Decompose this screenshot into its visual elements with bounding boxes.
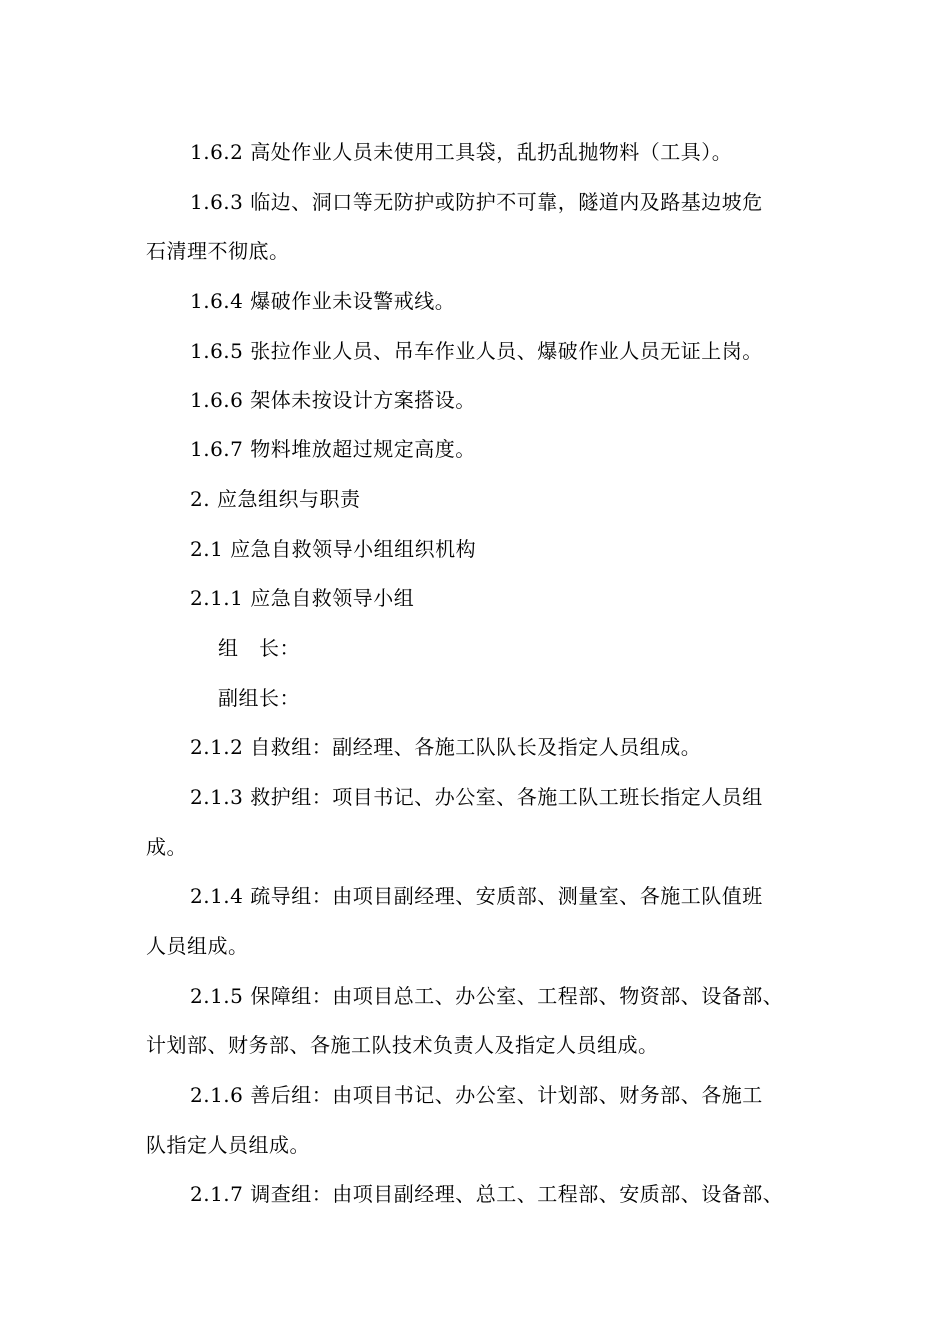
paragraph-2-1-7: 2.1.7 调查组：由项目副经理、总工、工程部、安质部、设备部、: [190, 1182, 784, 1206]
paragraph-1-6-7: 1.6.7 物料堆放超过规定高度。: [190, 437, 476, 461]
paragraph-2-1-6: 2.1.6 善后组：由项目书记、办公室、计划部、财务部、各施工: [190, 1083, 763, 1107]
paragraph-1-6-4: 1.6.4 爆破作业未设警戒线。: [190, 289, 456, 313]
deputy-leader-line: 副组长：: [218, 686, 300, 710]
paragraph-2-1-4-cont: 人员组成。: [146, 934, 249, 958]
heading-2: 2. 应急组织与职责: [190, 487, 361, 511]
paragraph-1-6-3: 1.6.3 临边、洞口等无防护或防护不可靠，隧道内及路基边坡危: [190, 190, 763, 214]
paragraph-2-1-4: 2.1.4 疏导组：由项目副经理、安质部、测量室、各施工队值班: [190, 884, 763, 908]
paragraph-2-1-6-cont: 队指定人员组成。: [146, 1133, 310, 1157]
paragraph-2-1-3-cont: 成。: [146, 835, 187, 859]
heading-2-1-1: 2.1.1 应急自救领导小组: [190, 586, 415, 610]
paragraph-1-6-5: 1.6.5 张拉作业人员、吊车作业人员、爆破作业人员无证上岗。: [190, 339, 763, 363]
paragraph-1-6-2: 1.6.2 高处作业人员未使用工具袋，乱扔乱抛物料（工具）。: [190, 140, 733, 164]
paragraph-1-6-6: 1.6.6 架体未按设计方案搭设。: [190, 388, 476, 412]
paragraph-2-1-5: 2.1.5 保障组：由项目总工、办公室、工程部、物资部、设备部、: [190, 984, 784, 1008]
paragraph-2-1-5-cont: 计划部、财务部、各施工队技术负责人及指定人员组成。: [146, 1033, 659, 1057]
paragraph-2-1-2: 2.1.2 自救组：副经理、各施工队队长及指定人员组成。: [190, 735, 702, 759]
paragraph-2-1-3: 2.1.3 救护组：项目书记、办公室、各施工队工班长指定人员组: [190, 785, 763, 809]
leader-line: 组 长：: [218, 636, 300, 660]
paragraph-1-6-3-cont: 石清理不彻底。: [146, 239, 290, 263]
heading-2-1: 2.1 应急自救领导小组组织机构: [190, 537, 477, 561]
